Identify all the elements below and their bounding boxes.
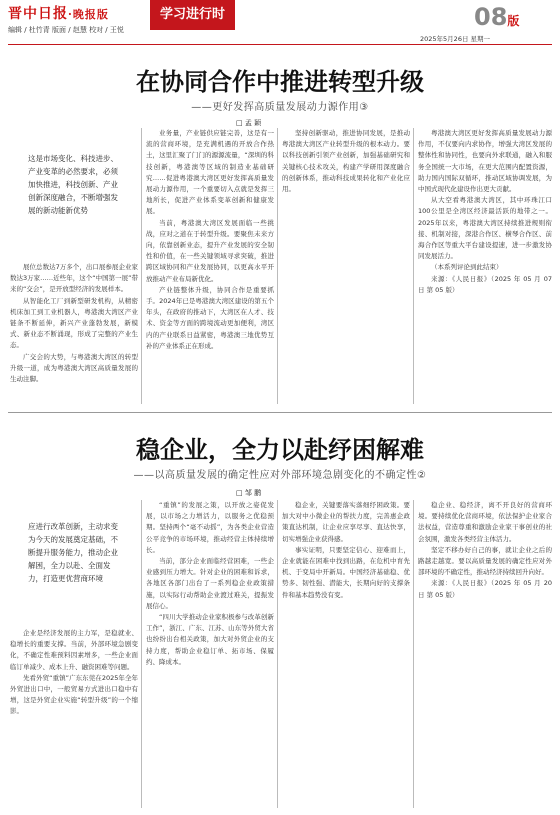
page-header bbox=[0, 0, 560, 44]
paragraph: 来源：《人民日报》（2025 年 05 月 07 日 第 05 版） bbox=[418, 274, 552, 294]
article1-author: □ 孟 颖 bbox=[236, 119, 262, 127]
page-number bbox=[474, 3, 519, 31]
paragraph: 当前，粤港澳大湾区发展面临一些挑战，应对之道在于转型升级。要聚焦未来方向，依靠创新业态，提升产业发展的安全韧性和价值，在一些关键领域寻求突破，推进跨区域协同和产业发展协同，以更高水平开放推动产业布局新优化。 bbox=[146, 218, 274, 283]
article1-column-2 bbox=[146, 128, 274, 404]
article2-column-2 bbox=[146, 500, 274, 808]
paragraph: “重镇”的发展之策，以开放之姿促发展，以市场之力增活力，以服务之优稳预期。坚持两个“毫不动摇”，为各类企业营造公平竞争的市场环境，推动经营主体持续增长。 bbox=[146, 501, 274, 554]
article2-pull-quote bbox=[28, 520, 123, 585]
column-divider bbox=[413, 128, 414, 404]
column-divider bbox=[413, 500, 414, 808]
paragraph: 事实证明，只要坚定信心、迎难而上，企业就能在困难中找到出路，在危机中育先机、于变局中开新局。中国经济基础稳、优势多、韧性强、潜能大，长期向好的支撑条件和基本趋势没有变。 bbox=[282, 545, 410, 599]
paragraph: 产业链整体升级，协同合作是重要抓手。2024年已是粤港澳大湾区建设的第五个年头，在政府的推动下，大湾区在人才、技术、资金等方面的跨境流动更加便利，湾区内的产业联系日益紧密，粤港澳三地优势互补的产业体系正在形成。 bbox=[146, 285, 274, 350]
paragraph: 先看外贸“重镇”广东东莞在2025年全年外贸进出口中，一般贸易方式进出口稳中有增，这是外贸企业实施“转型升级”的一个缩影。 bbox=[10, 673, 138, 716]
paragraph: （本系列评论到此结束） bbox=[431, 263, 503, 272]
paragraph: 坚持创新驱动，推进协同发展，是推动粤港澳大湾区产业转型升级的根本动力。要以科技创新引领产业创新，加强基础研究和关键核心技术攻关，构建产学研用深度融合的创新体系，推动科技成果转化和产业化应用。 bbox=[282, 129, 410, 194]
article1-pull-quote bbox=[28, 152, 120, 217]
article-separator bbox=[8, 412, 552, 413]
article2-column-3 bbox=[282, 500, 410, 808]
paragraph: 来源：《人民日报》（2025 年 05 月 20 日 第 05 版） bbox=[418, 579, 552, 599]
article2-title: 稳企业，全力以赴纾困解难 bbox=[136, 435, 424, 464]
paragraph: 稳企业，关键要落实落细纾困政策。要加大对中小微企业的帮扶力度，完善惠企政策直达机制，让企业应享尽享、直达快享，切实增强企业获得感。 bbox=[282, 501, 410, 543]
pull-quote-text: 这是市场变化、科技进步、产业变革的必然要求，必须加快推进，科技创新、产业创新深度融合，不断增强发展的新动能新优势 bbox=[28, 154, 118, 215]
header-rule bbox=[8, 44, 552, 45]
page-number-suffix: 版 bbox=[507, 14, 520, 28]
article1-column-4 bbox=[418, 128, 552, 404]
pull-quote-text: 应进行改革创新，主动求变为今天的发展奠定基础，不断提升服务能力，推动企业解困，全力以赴、全面发力，打造更优营商环境 bbox=[28, 522, 118, 583]
logo-main: 晋中日报 bbox=[8, 6, 68, 22]
column-banner: 学习进行时 bbox=[150, 0, 235, 30]
logo-suffix: ·晚报版 bbox=[68, 8, 109, 21]
page-number-value: 08 bbox=[474, 3, 508, 31]
column-divider bbox=[141, 128, 142, 404]
paragraph: “四川大学推动企业家积极参与改革创新工作”，浙江、广东、江苏、山东等外贸大省也纷纷出台相关政策，加大对外贸企业的支持力度，帮助企业稳订单、拓市场、保履约、降成本。 bbox=[146, 613, 274, 666]
newspaper-logo bbox=[8, 3, 109, 23]
column-divider bbox=[277, 500, 278, 808]
paragraph: 广交会的大势，与粤港澳大湾区的转型升级一道，成为粤港澳大湾区高质量发展的生动注脚。 bbox=[10, 352, 138, 384]
paragraph: 坚定不移办好自己的事，就让企业之后的路越走越宽。要以高质量发展的确定性应对外部环境的不确定性，推动经济持续回升向好。 bbox=[418, 545, 552, 577]
column-divider bbox=[277, 128, 278, 404]
article2-subtitle bbox=[0, 466, 560, 481]
article2-column-1 bbox=[10, 628, 138, 808]
issue-date: 2025年5月26日 星期一 bbox=[420, 35, 491, 43]
article2-subtitle-text: ——以高质量发展的确定性应对外部环境急剧变化的不确定性② bbox=[133, 470, 427, 481]
paragraph: 展位总数达7万多个，出口展参展企业家数达3万家……近些年，这个“中国第一展”带来的“交会”，是开放型经济的发展样本。 bbox=[10, 263, 138, 294]
paragraph: 粤港澳大湾区更好发挥高质量发展动力源作用，不仅要向内求协作，增强大湾区发展的整体性和协同性，也要向外求联通，融入和服务全国统一大市场，在更大范围内配置资源，助力国内国际双循环，推动区域协调发展，为中国式现代化建设作出更大贡献。 bbox=[418, 129, 552, 194]
paragraph: 企业是经济发展的主力军，是稳就业、稳增长的重要支撑。当前，外部环境急剧变化，不确定性难预料因素增多，一些企业面临订单减少、成本上升、融资困难等问题。 bbox=[10, 629, 138, 671]
article1-title: 在协同合作中推进转型升级 bbox=[136, 67, 424, 96]
paragraph: 当前，部分企业面临经营困难，一些企业感到压力增大。针对企业的困难和诉求，各地区各部门出台了一系列稳企业政策措施，以实际行动帮助企业渡过难关，提振发展信心。 bbox=[146, 557, 274, 610]
article1-subtitle bbox=[0, 98, 560, 113]
article1-column-3 bbox=[282, 128, 410, 404]
staff-line: 编辑 / 杜竹青 版面 / 赵慧 校对 / 王悦 bbox=[8, 26, 124, 34]
article2-author: □ 邹 鹏 bbox=[236, 489, 262, 497]
article1-subtitle-text: ——更好发挥高质量发展动力源作用③ bbox=[191, 102, 369, 113]
paragraph: 从智能化工厂到新型研发机构，从精密机床加工到工业机器人，粤港澳大湾区产业链条不断延伸，新兴产业蓬勃发展，新模式、新业态不断涌现，形成了完整的产业生态。 bbox=[10, 296, 138, 350]
paragraph: 稳企业、稳经济，离不开良好的营商环境。要持续优化营商环境，依法保护企业家合法权益，营造尊重和激励企业家干事创业的社会氛围，激发各类经营主体活力。 bbox=[418, 501, 552, 543]
paragraph: 业务量，产业链供应链完善，这是有一流的营商环境，是充满机遇的开放合作热土，这里汇聚了门门的源源流量，“深圳的科技创新，粤港澳等区域的制造业基础研究……促进粤港澳大湾区更好发挥高质量发展动力源作用，一个重要切入点就是发挥三地所长，促进产业体系变革创新和健康发展。 bbox=[146, 129, 274, 216]
article2-column-4 bbox=[418, 500, 552, 808]
paragraph: 从大空看粤港澳大湾区，其中环珠江口100公里是全湾区经济最活跃的地带之一。2025年以来，粤港澳大湾区持续推进规则衔接、机制对接，深港合作区、横琴合作区、前海合作区等重大平台建设提速，进一步激发协同发展活力。 bbox=[418, 196, 552, 261]
column-divider bbox=[141, 500, 142, 808]
article1-column-1 bbox=[10, 262, 138, 404]
